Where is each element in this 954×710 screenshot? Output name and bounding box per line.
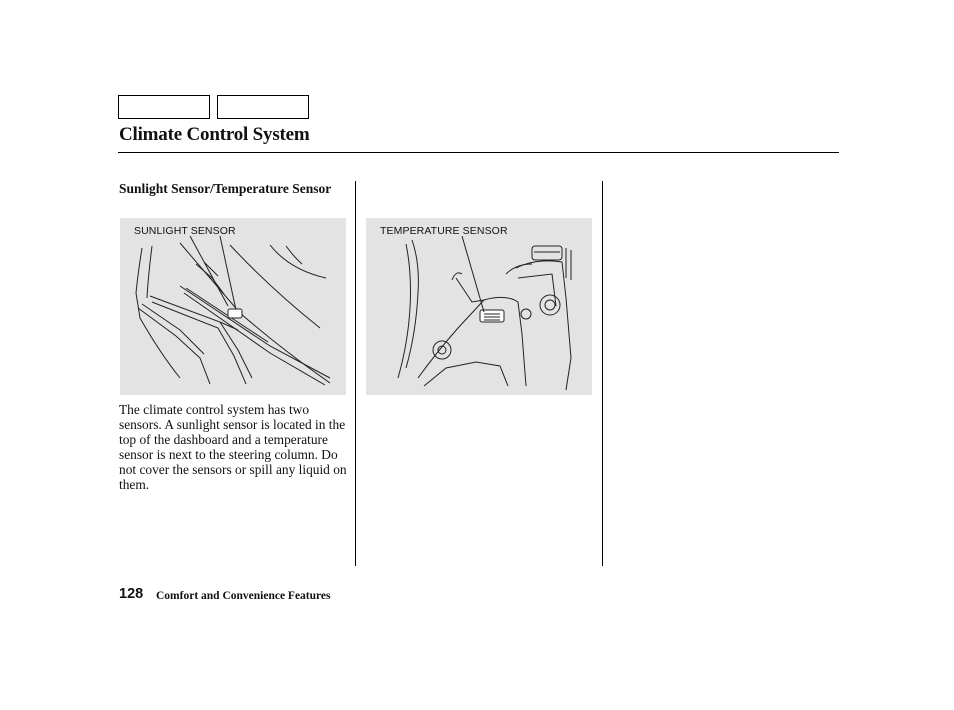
- previous-page-button[interactable]: [118, 95, 210, 119]
- title-divider: [118, 152, 839, 153]
- sunlight-sensor-figure: [120, 218, 346, 395]
- body-paragraph: The climate control system has two sensors. A sunlight sensor is located in the top of the dashboard and a temperature sensor is next to the steering column. Do not cover the sensors or spill any liquid on them.: [119, 402, 347, 492]
- column-divider: [602, 181, 603, 566]
- section-heading: Sunlight Sensor/Temperature Sensor: [119, 181, 332, 196]
- steering-column-illustration: [366, 218, 592, 395]
- column-divider: [355, 181, 356, 566]
- page-number: 128: [119, 586, 144, 602]
- dashboard-windshield-illustration: [120, 218, 346, 395]
- page-title: Climate Control System: [119, 124, 310, 145]
- figure-label: TEMPERATURE SENSOR: [380, 225, 508, 237]
- temperature-sensor-figure: [366, 218, 592, 395]
- footer-section-title: Comfort and Convenience Features: [156, 590, 331, 602]
- figure-label: SUNLIGHT SENSOR: [134, 225, 236, 237]
- next-page-button[interactable]: [217, 95, 309, 119]
